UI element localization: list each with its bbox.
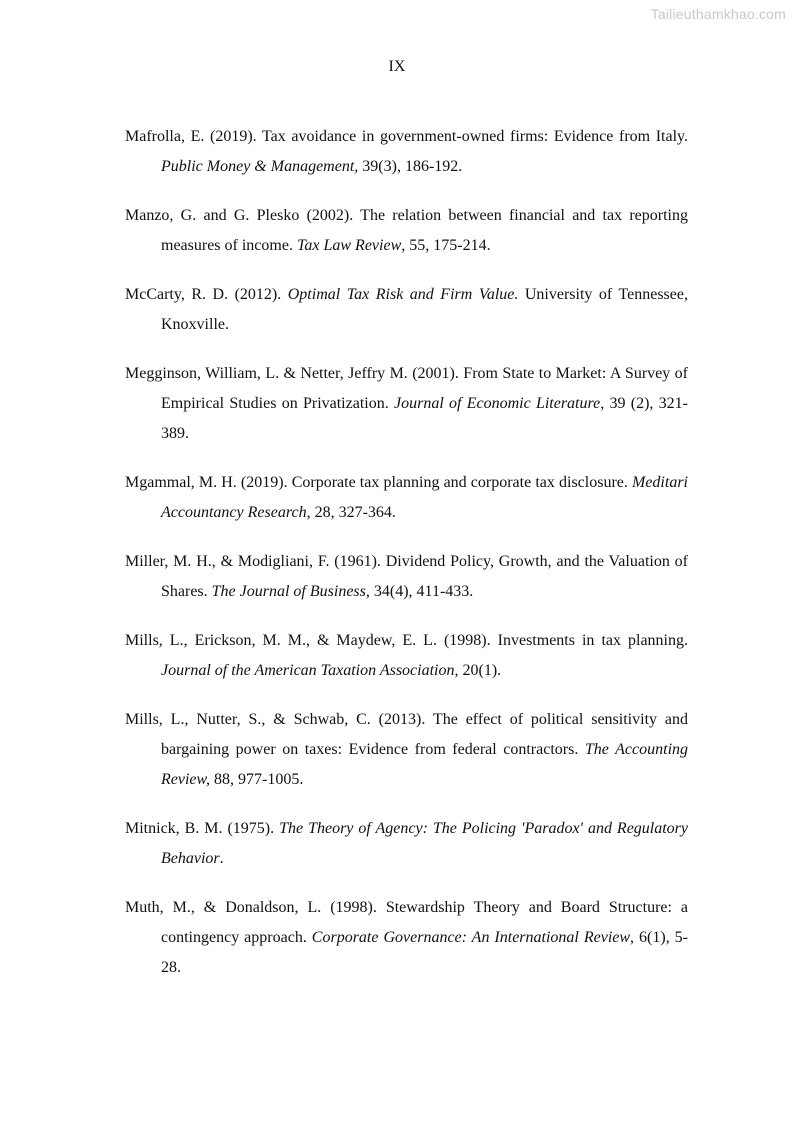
reference-item (125, 893, 688, 983)
reference-source: Tax Law Review (296, 237, 402, 254)
reference-text: Manzo, G. and G. Plesko (2002). The relation between financial and tax reporting measures of income. (125, 207, 688, 254)
reference-text: Mafrolla, E. (2019). Tax avoidance in government-owned firms: Evidence from Italy. (125, 128, 688, 145)
reference-source: Corporate Governance: An International Review (311, 929, 631, 946)
reference-item (125, 705, 688, 795)
reference-details: , 6(1), 5-28. (161, 929, 688, 976)
reference-text: Muth, M., & Donaldson, L. (1998). Stewardship Theory and Board Structure: a contingency approach. (125, 899, 688, 946)
reference-text: Miller, M. H., & Modigliani, F. (1961). Dividend Policy, Growth, and the Valuation of Shares. (125, 553, 688, 600)
reference-source: Journal of Economic Literature (393, 395, 601, 412)
reference-item (125, 547, 688, 607)
reference-text: Mitnick, B. M. (1975). (125, 820, 280, 837)
reference-item (125, 468, 688, 528)
reference-details: . (219, 850, 224, 867)
reference-source: Optimal Tax Risk and Firm Value. (287, 286, 519, 303)
reference-source: Public Money & Management, (161, 158, 359, 175)
reference-item (125, 280, 688, 340)
reference-item (125, 359, 688, 449)
reference-list (125, 122, 688, 1002)
reference-details: , 39 (2), 321-389. (161, 395, 688, 442)
reference-source: Meditari Accountancy Research, (161, 474, 688, 521)
reference-text: Mills, L., Nutter, S., & Schwab, C. (2013). The effect of political sensitivity and bargaining power on taxes: Evidence from federal contractors. (125, 711, 688, 758)
reference-text: Megginson, William, L. & Netter, Jeffry M. (2001). From State to Market: A Survey of Empirical Studies on Privatization. (125, 365, 688, 412)
reference-details: University of Tennessee, Knoxville. (161, 286, 688, 333)
reference-details: , 55, 175-214. (401, 237, 491, 254)
reference-item (125, 122, 688, 182)
reference-item (125, 814, 688, 874)
reference-text: McCarty, R. D. (2012). (125, 286, 288, 303)
reference-item (125, 626, 688, 686)
reference-text: Mgammal, M. H. (2019). Corporate tax planning and corporate tax disclosure. (125, 474, 632, 491)
reference-details: 20(1). (458, 662, 502, 679)
reference-text: Mills, L., Erickson, M. M., & Maydew, E. L. (1998). Investments in tax planning. (125, 632, 688, 649)
reference-item (125, 201, 688, 261)
reference-details: 28, 327-364. (310, 504, 396, 521)
watermark: Tailieuthamkhao.com (650, 6, 786, 22)
reference-source: The Accounting Review, (161, 741, 689, 788)
page-number: IX (388, 58, 406, 75)
reference-source: The Journal of Business, (211, 583, 370, 600)
reference-details: 39(3), 186-192. (358, 158, 463, 175)
reference-details: 88, 977-1005. (210, 771, 304, 788)
reference-source: Journal of the American Taxation Association, (161, 662, 459, 679)
reference-source: The Theory of Agency: The Policing 'Paradox' and Regulatory Behavior (161, 820, 689, 867)
reference-details: 34(4), 411-433. (369, 583, 474, 600)
